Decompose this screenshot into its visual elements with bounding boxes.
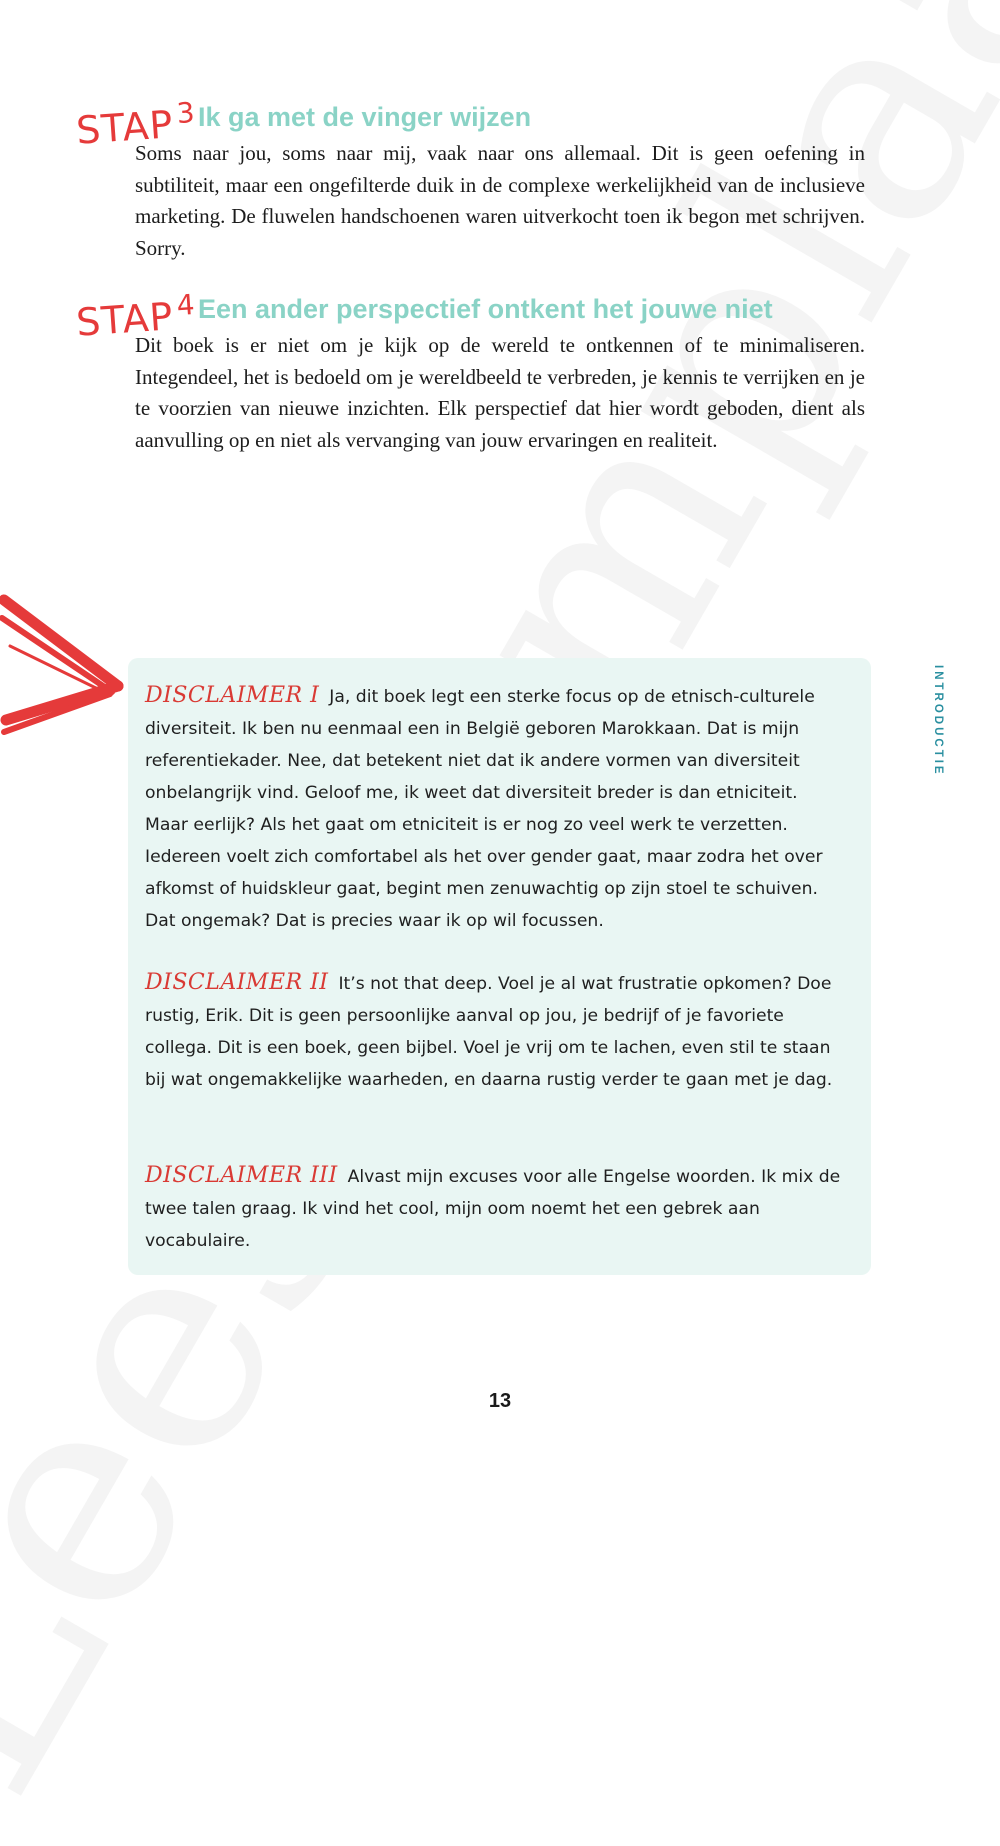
step-tag-number: 4 bbox=[175, 287, 197, 323]
step-3-title: Ik ga met de vinger wijzen bbox=[198, 102, 532, 132]
step-4-body: Dit boek is er niet om je kijk op de wereld te ontkennen of te minimaliseren. Integendeel, het is bedoeld om je wereldbeeld te verbreden, je kennis te verrijken en je te voorzien van nieuwe inzichten. Elk perspectief dat hier wordt geboden, dient als aanvulling op en niet als vervanging van jouw ervaringen en realiteit. bbox=[135, 333, 865, 452]
step-4-title: Een ander perspectief ontkent het jouwe niet bbox=[198, 294, 773, 324]
step-tag-label: STAP bbox=[74, 102, 175, 153]
disclaimer-label: DISCLAIMER I bbox=[145, 683, 320, 708]
disclaimer-label: DISCLAIMER III bbox=[145, 1163, 338, 1188]
disclaimer-3 bbox=[145, 1160, 845, 1257]
page-number: 13 bbox=[488, 1390, 512, 1412]
disclaimer-text: It’s not that deep. Voel je al wat frustratie opkomen? Doe rustig, Erik. Dit is geen persoonlijke aanval op jou, je bedrijf of je favoriete collega. Dit is een boek, geen bijbel. Voel je vrij om te lachen, even stil te staan bij wat ongemakkelijke waarheden, en daarna rustig verder te gaan met je dag. bbox=[145, 974, 833, 1090]
chapter-side-tab: INTRODUCTIE bbox=[932, 665, 944, 777]
disclaimer-text: Ja, dit boek legt een sterke focus op de etnisch-culturele diversiteit. Ik ben nu eenmaal een in België geboren Marokkaan. Dat is mijn referentiekader. Nee, dat betekent niet dat ik andere vormen van diversiteit onbelangrijk vind. Geloof me, ik weet dat diversiteit breder is dan etniciteit. Maar eerlijk? Als het gaat om etniciteit is er nog zo veel werk te verzetten. Iedereen voelt zich comfortabel als het over gender gaat, maar zodra het over afkomst of huidskleur gaat, begint men zenuwachtig op zijn stoel te schuiven. Dat ongemak? Dat is precies waar ik op wil focussen. bbox=[145, 687, 823, 931]
disclaimer-1 bbox=[145, 680, 845, 937]
step-tag-label: STAP bbox=[74, 294, 175, 345]
arrow-icon bbox=[0, 592, 130, 742]
disclaimer-text: Alvast mijn excuses voor alle Engelse woorden. Ik mix de twee talen graag. Ik vind het cool, mijn oom noemt het een gebrek aan vocabulaire. bbox=[145, 1167, 841, 1251]
disclaimer-2 bbox=[145, 967, 845, 1096]
disclaimer-label: DISCLAIMER II bbox=[145, 970, 329, 995]
step-3-body: Soms naar jou, soms naar mij, vaak naar ons allemaal. Dit is geen oefening in subtiliteit, maar een ongefilterde duik in de complexe werkelijkheid van de inclusieve marketing. De fluwelen handschoenen waren uitverkocht toen ik begon met schrijven. Sorry. bbox=[135, 141, 865, 260]
step-tag-number: 3 bbox=[175, 95, 197, 131]
